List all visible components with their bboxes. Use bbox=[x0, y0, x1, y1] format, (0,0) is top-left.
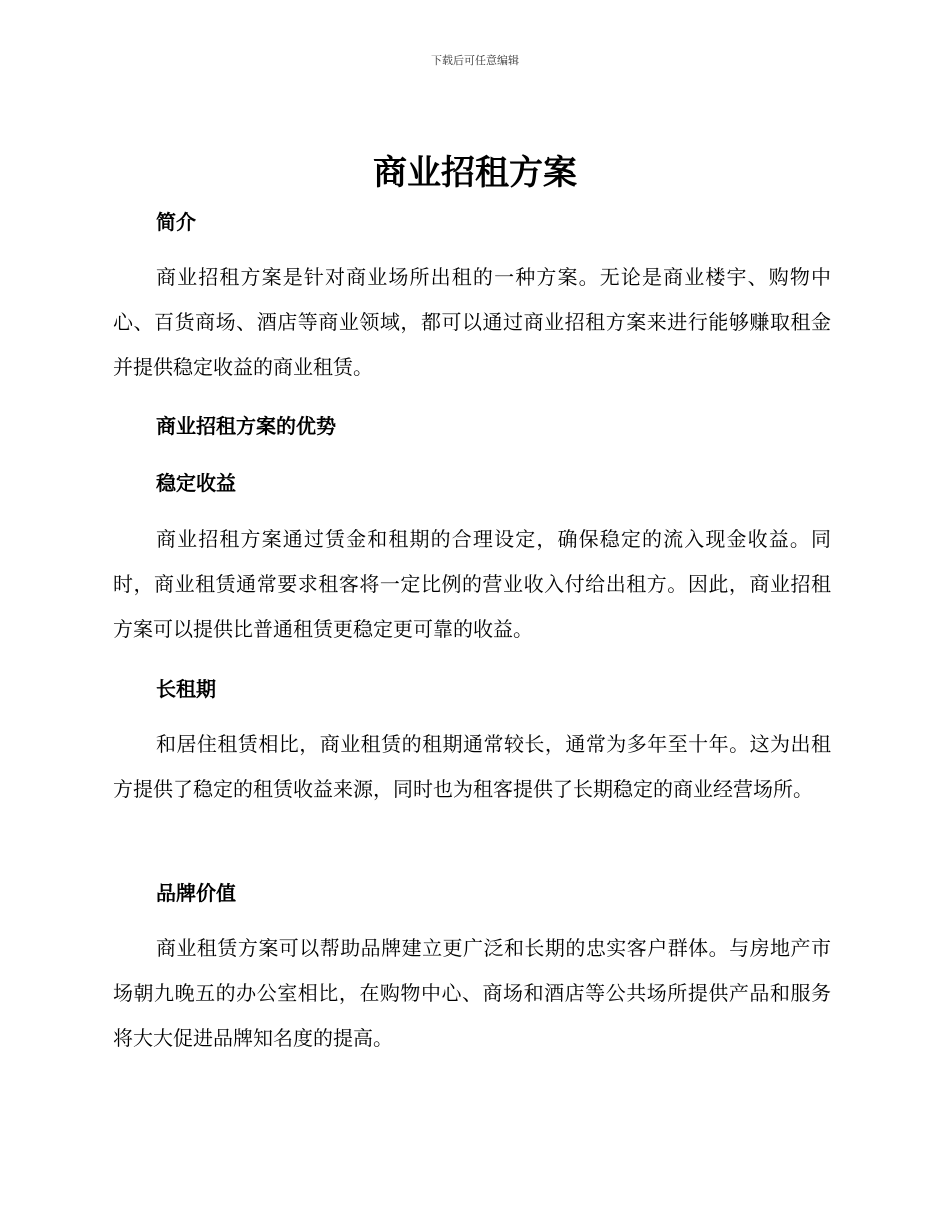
section-heading-stable-income: 稳定收益 bbox=[156, 471, 236, 495]
section-heading-long-lease: 长租期 bbox=[156, 677, 216, 701]
page-header-note: 下载后可任意编辑 bbox=[431, 54, 519, 67]
section-body-long-lease: 和居住租赁相比，商业租赁的租期通常较长，通常为多年至十年。这为出租方提供了稳定的租赁收益来源，同时也为租客提供了长期稳定的商业经营场所。 bbox=[113, 732, 831, 801]
section-heading-intro: 简介 bbox=[156, 210, 196, 234]
document-title: 商业招租方案 bbox=[373, 153, 577, 193]
section-body-stable-income: 商业招租方案通过赁金和租期的合理设定，确保稳定的流入现金收益。同时，商业租赁通常要求租客将一定比例的营业收入付给出租方。因此，商业招租方案可以提供比普通租赁更稳定更可靠的收益。 bbox=[113, 527, 831, 641]
section-body-brand-value: 商业租赁方案可以帮助品牌建立更广泛和长期的忠实客户群体。与房地产市场朝九晚五的办公室相比，在购物中心、商场和酒店等公共场所提供产品和服务将大大促进品牌知名度的提高。 bbox=[113, 936, 831, 1050]
section-heading-advantages: 商业招租方案的优势 bbox=[156, 414, 336, 438]
section-heading-brand-value: 品牌价值 bbox=[156, 881, 236, 905]
section-body-intro: 商业招租方案是针对商业场所出租的一种方案。无论是商业楼宇、购物中心、百货商场、酒店等商业领域，都可以通过商业招租方案来进行能够赚取租金并提供稳定收益的商业租赁。 bbox=[113, 265, 831, 379]
